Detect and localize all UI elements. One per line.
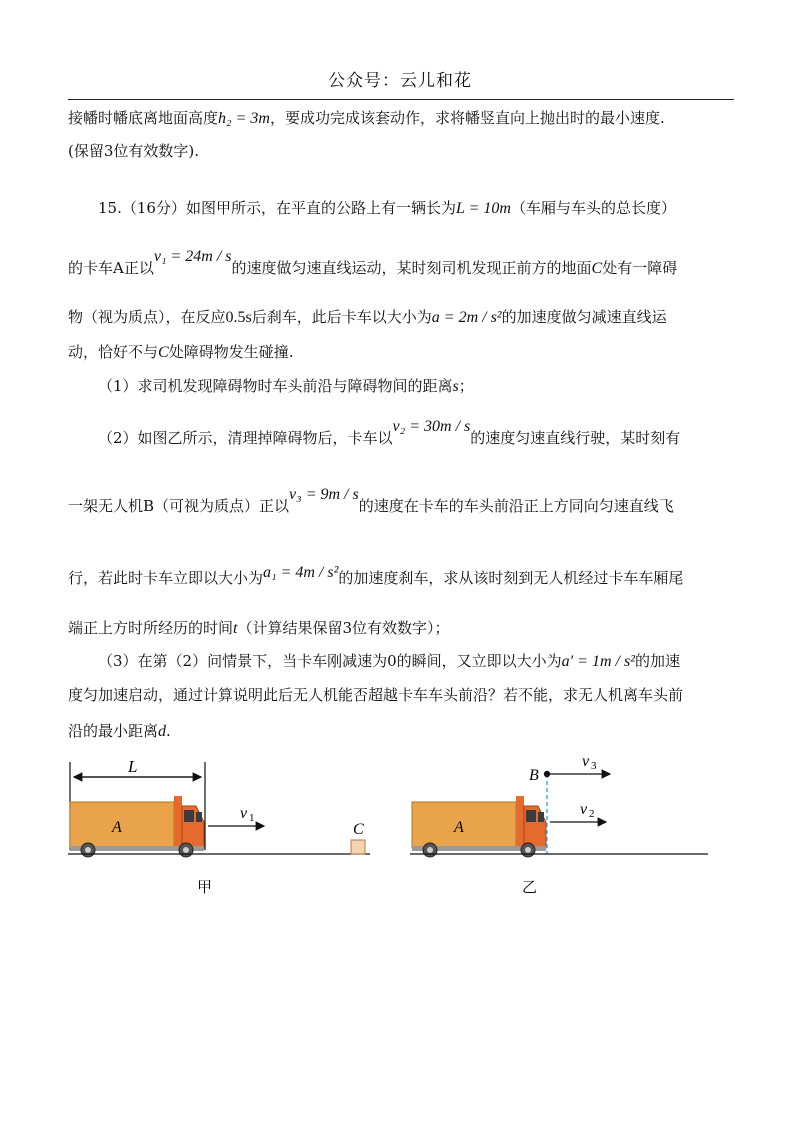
velocity-label-v2: v bbox=[580, 801, 588, 818]
velocity-subscript: 3 bbox=[591, 760, 597, 772]
figure-caption-left: 甲 bbox=[197, 878, 213, 896]
figure-left bbox=[68, 757, 370, 857]
velocity-subscript: 1 bbox=[249, 812, 255, 824]
text-line: 的卡车A正以v₁ = 24m / s的速度做匀速直线运动，某时刻司机发现正前方的地面C处有一障碍 bbox=[68, 248, 678, 277]
length-label: L bbox=[128, 757, 138, 776]
velocity-subscript: 2 bbox=[589, 808, 595, 820]
header-rule bbox=[68, 99, 734, 100]
text-line: 度匀加速启动，通过计算说明此后无人机能否超越卡车车头前沿？若不能，求无人机离车头前 bbox=[68, 686, 684, 704]
truck-label: A bbox=[454, 819, 464, 836]
figure-caption-right: 乙 bbox=[522, 878, 538, 896]
question-1: （1）求司机发现障碍物时车头前沿与障碍物间的距离s； bbox=[98, 377, 474, 395]
figure-right bbox=[410, 753, 708, 857]
obstacle-label: C bbox=[353, 821, 364, 838]
truck-window bbox=[184, 810, 194, 822]
truck-window bbox=[538, 812, 544, 822]
text-line: 物（视为质点），在反应0.5s后刹车，此后卡车以大小为a = 2m / s²的加速度做匀减速直线运 bbox=[68, 308, 667, 326]
text-line: 接幡时幡底离地面高度h₂ = 3m，要成功完成该套动作，求将幡竖直向上抛出时的最小速度. bbox=[68, 109, 665, 127]
truck-cab-back bbox=[174, 796, 182, 848]
problem-15-line-1: 15.（16分）如图甲所示，在平直的公路上有一辆长为L = 10m（车厢与车头的总长度） bbox=[98, 199, 676, 217]
truck-cargo-box bbox=[412, 802, 516, 848]
wheel-hub bbox=[85, 847, 91, 853]
truck-window bbox=[526, 810, 536, 822]
problem-number: 15. bbox=[98, 199, 122, 217]
drone-label: B bbox=[529, 767, 539, 784]
velocity-label-v3: v bbox=[582, 753, 590, 770]
question-3: （3）在第（2）问情景下，当卡车刚减速为0的瞬间，又立即以大小为a′ = 1m / s²的加速 bbox=[98, 652, 680, 670]
truck-cab-back bbox=[516, 796, 524, 848]
wheel-hub bbox=[525, 847, 531, 853]
wheel-hub bbox=[427, 847, 433, 853]
velocity-label-v1: v bbox=[240, 805, 248, 822]
wheel-hub bbox=[183, 847, 189, 853]
truck-label: A bbox=[112, 819, 122, 836]
text-line: 一架无人机B（可视为质点）正以v₃ = 9m / s的速度在卡车的车头前沿正上方同向匀速直线飞 bbox=[68, 486, 674, 515]
obstacle-box bbox=[351, 840, 365, 854]
page-header: 公众号：云儿和花 bbox=[328, 71, 472, 91]
problem-points: （16分） bbox=[121, 199, 186, 217]
diagram-figures bbox=[0, 750, 800, 910]
text-line: 沿的最小距离d. bbox=[68, 722, 171, 740]
text-line: 行，若此时卡车立即以大小为a₁ = 4m / s²的加速度刹车，求从该时刻到无人机经过卡车车厢尾 bbox=[68, 564, 684, 587]
text-line: 端正上方时所经历的时间t（计算结果保留3位有效数字）； bbox=[68, 619, 450, 637]
truck-cargo-box bbox=[70, 802, 174, 848]
drone-point bbox=[544, 771, 550, 777]
text-line: (保留3位有效数字). bbox=[68, 142, 200, 160]
truck-window bbox=[196, 812, 202, 822]
text-line: 动，恰好不与C处障碍物发生碰撞. bbox=[68, 343, 294, 361]
question-2: （2）如图乙所示，清理掉障碍物后，卡车以v₂ = 30m / s的速度匀速直线行驶，某时刻有 bbox=[98, 418, 681, 447]
